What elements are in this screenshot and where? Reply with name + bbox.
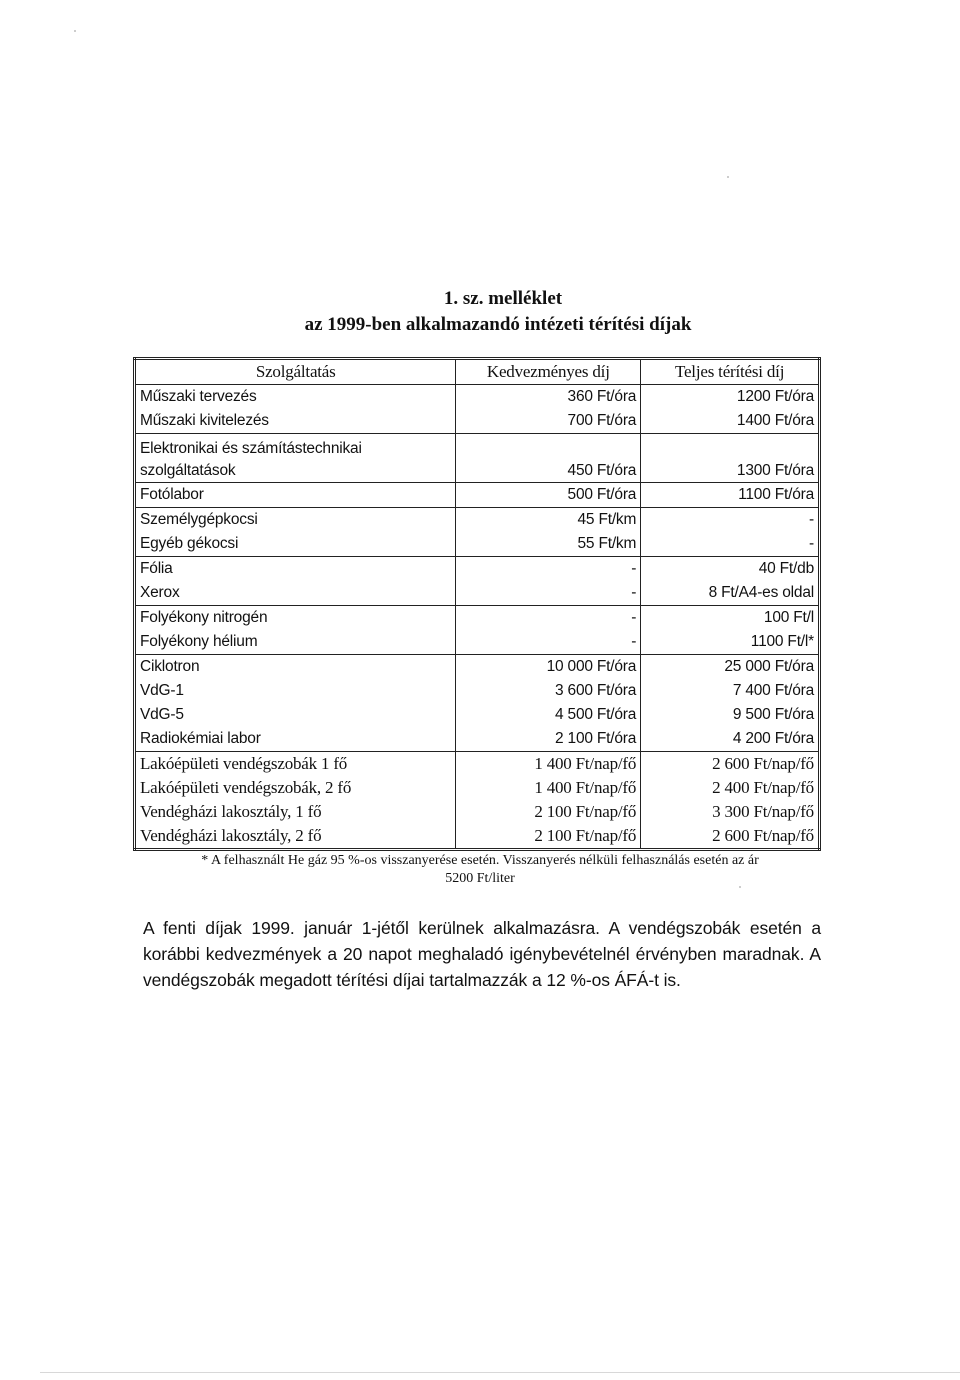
- table-row: [135, 655, 820, 680]
- fee-table: [133, 357, 821, 851]
- footnote: [140, 852, 820, 888]
- scan-edge-line: [40, 1372, 960, 1373]
- table-row: [135, 776, 820, 800]
- discounted-cell: -: [456, 630, 641, 655]
- table-row: [135, 508, 820, 533]
- full-cell: 4 200 Ft/óra: [641, 727, 820, 752]
- full-cell: 9 500 Ft/óra: [641, 703, 820, 727]
- table-row: [135, 434, 820, 483]
- service-cell: Elektronikai és számítástechnikai szolgáltatások: [135, 434, 456, 483]
- table-row: [135, 581, 820, 606]
- service-cell: VdG-1: [135, 679, 456, 703]
- scan-speck: [727, 176, 729, 178]
- service-cell: Fólia: [135, 557, 456, 582]
- service-cell: Lakóépületi vendégszobák 1 fő: [135, 752, 456, 777]
- full-cell: 100 Ft/l: [641, 606, 820, 631]
- service-cell: Személygépkocsi: [135, 508, 456, 533]
- header-full: Teljes térítési díj: [641, 359, 820, 385]
- discounted-cell: 360 Ft/óra: [456, 385, 641, 410]
- annex-number: 1. sz. melléklet: [443, 288, 563, 309]
- annex-title: az 1999-ben alkalmazandó intézeti térítési díjak: [304, 314, 692, 335]
- discounted-cell: 3 600 Ft/óra: [456, 679, 641, 703]
- full-cell: 2 600 Ft/nap/fő: [641, 824, 820, 850]
- discounted-cell: 45 Ft/km: [456, 508, 641, 533]
- full-cell: 1400 Ft/óra: [641, 409, 820, 434]
- header-discounted: Kedvezményes díj: [456, 359, 641, 385]
- full-cell: 3 300 Ft/nap/fő: [641, 800, 820, 824]
- full-cell: 40 Ft/db: [641, 557, 820, 582]
- service-cell: Lakóépületi vendégszobák, 2 fő: [135, 776, 456, 800]
- discounted-cell: -: [456, 557, 641, 582]
- table-row: [135, 606, 820, 631]
- table-row: [135, 727, 820, 752]
- full-cell: 2 400 Ft/nap/fő: [641, 776, 820, 800]
- table-row: [135, 532, 820, 557]
- footnote-line1: * A felhasznált He gáz 95 %-os visszanyerése esetén. Visszanyerés nélküli felhasználás esetén az ár: [201, 853, 759, 868]
- table-row: [135, 800, 820, 824]
- discounted-cell: 2 100 Ft/óra: [456, 727, 641, 752]
- table-row: [135, 557, 820, 582]
- discounted-cell: 450 Ft/óra: [456, 434, 641, 483]
- service-cell: Folyékony nitrogén: [135, 606, 456, 631]
- scan-speck: [739, 886, 741, 888]
- table-row: [135, 385, 820, 410]
- full-cell: 1100 Ft/l*: [641, 630, 820, 655]
- discounted-cell: 500 Ft/óra: [456, 483, 641, 508]
- discounted-cell: 2 100 Ft/nap/fő: [456, 824, 641, 850]
- scan-speck: [74, 30, 76, 32]
- table-row: [135, 630, 820, 655]
- table-row: [135, 483, 820, 508]
- table-row: [135, 752, 820, 777]
- full-cell: 1200 Ft/óra: [641, 385, 820, 410]
- document-title: [0, 286, 960, 338]
- full-cell: 1300 Ft/óra: [641, 434, 820, 483]
- discounted-cell: 700 Ft/óra: [456, 409, 641, 434]
- service-cell: Fotólabor: [135, 483, 456, 508]
- full-cell: 25 000 Ft/óra: [641, 655, 820, 680]
- service-cell: Xerox: [135, 581, 456, 606]
- discounted-cell: 10 000 Ft/óra: [456, 655, 641, 680]
- discounted-cell: 2 100 Ft/nap/fő: [456, 800, 641, 824]
- discounted-cell: 1 400 Ft/nap/fő: [456, 776, 641, 800]
- full-cell: -: [641, 532, 820, 557]
- header-service: Szolgáltatás: [135, 359, 456, 385]
- table-row: [135, 409, 820, 434]
- service-cell: Ciklotron: [135, 655, 456, 680]
- validity-paragraph: A fenti díjak 1999. január 1-jétől kerülnek alkalmazásra. A vendégszobák esetén a korábbi kedvezmények a 20 napot meghaladó igénybevételnél érvényben maradnak. A vendégszobák megadott térítési díjai tartalmazzák a 12 %-os ÁFÁ-t is.: [143, 918, 821, 990]
- discounted-cell: 4 500 Ft/óra: [456, 703, 641, 727]
- discounted-cell: -: [456, 581, 641, 606]
- full-cell: -: [641, 508, 820, 533]
- service-cell: Műszaki tervezés: [135, 385, 456, 410]
- service-cell: VdG-5: [135, 703, 456, 727]
- full-cell: 1100 Ft/óra: [641, 483, 820, 508]
- service-cell: Radiokémiai labor: [135, 727, 456, 752]
- full-cell: 7 400 Ft/óra: [641, 679, 820, 703]
- service-cell: Egyéb gékocsi: [135, 532, 456, 557]
- table-row: [135, 703, 820, 727]
- table-row: [135, 824, 820, 850]
- service-cell: Vendégházi lakosztály, 1 fő: [135, 800, 456, 824]
- service-cell: Folyékony hélium: [135, 630, 456, 655]
- full-cell: 2 600 Ft/nap/fő: [641, 752, 820, 777]
- full-cell: 8 Ft/A4-es oldal: [641, 581, 820, 606]
- service-cell: Műszaki kivitelezés: [135, 409, 456, 434]
- service-cell: Vendégházi lakosztály, 2 fő: [135, 824, 456, 850]
- table-row: [135, 679, 820, 703]
- discounted-cell: 1 400 Ft/nap/fő: [456, 752, 641, 777]
- table-header-row: [135, 359, 820, 385]
- discounted-cell: 55 Ft/km: [456, 532, 641, 557]
- discounted-cell: -: [456, 606, 641, 631]
- footnote-line2: 5200 Ft/liter: [445, 871, 515, 886]
